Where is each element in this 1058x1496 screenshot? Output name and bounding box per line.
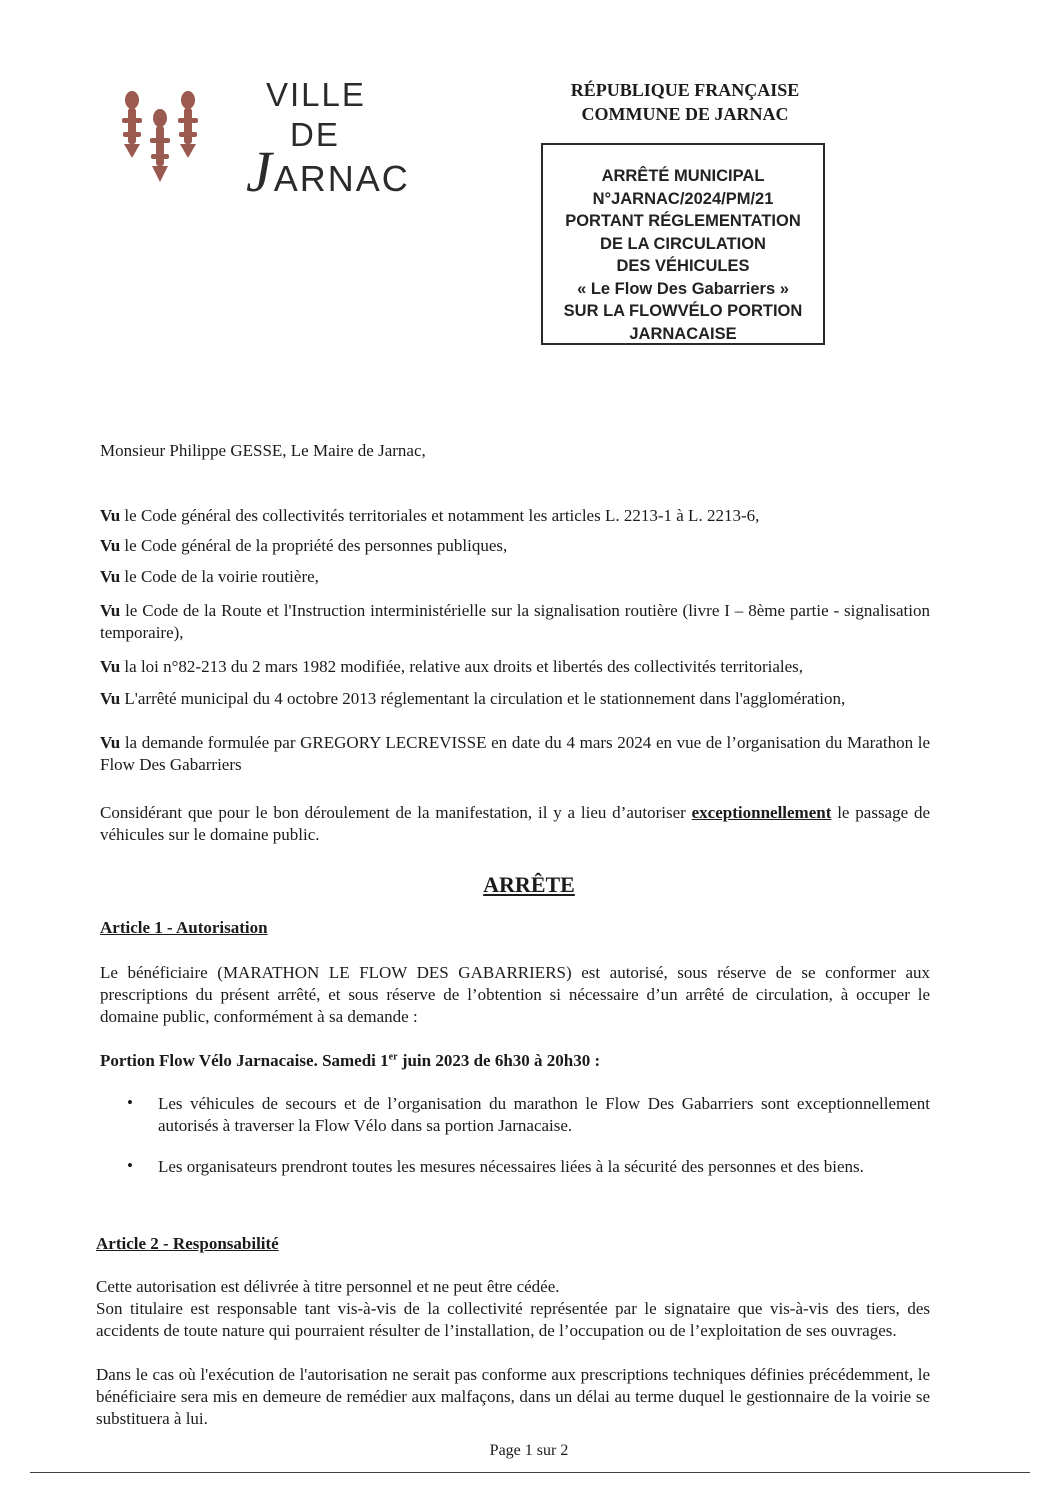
vu-item: Vu L'arrêté municipal du 4 octobre 2013 réglementant la circulation et le stationnement dans l'agglomération,: [100, 689, 846, 708]
logo-ville: VILLE: [266, 76, 366, 113]
logo-jarnac: JARNAC: [246, 139, 410, 204]
arrete-heading: ARRÊTE: [483, 872, 575, 897]
arrete-title-line: DE LA CIRCULATION: [600, 234, 766, 253]
article-2-title: Article 2 - Responsabilité: [96, 1234, 279, 1253]
arrete-title-line: SUR LA FLOWVÉLO PORTION: [563, 302, 803, 320]
considerant-paragraph: Considérant que pour le bon déroulement de la manifestation, il y a lieu d’autoriser exceptionnellement le passage de véhicules sur le domaine public.: [100, 803, 930, 844]
vu-item: Vu la loi n°82-213 du 2 mars 1982 modifiée, relative aux droits et libertés des collectivités territoriales,: [100, 657, 804, 676]
logo-de: DE: [290, 116, 340, 153]
arrete-title-line: « Le Flow Des Gabarriers »: [577, 279, 789, 298]
vu-item: Vu le Code de la voirie routière,: [100, 567, 319, 586]
arrete-title-line: DES VÉHICULES: [616, 257, 750, 275]
article-2-paragraph: Cette autorisation est délivrée à titre personnel et ne peut être cédée.: [96, 1277, 560, 1296]
republic-label: RÉPUBLIQUE FRANÇAISE: [570, 80, 800, 100]
article-1-title: Article 1 - Autorisation: [100, 918, 268, 937]
article-2-paragraph: Son titulaire est responsable tant vis-à-vis de la collectivité représentée par le signataire que vis-à-vis des tiers, des accidents de toute nature qui pourraient résulter de l’installation, de l’occupation ou de l’exploitation de ses ouvrages.: [96, 1299, 930, 1340]
article-2-paragraph: Dans le cas où l'exécution de l'autorisation ne serait pas conforme aux prescriptions techniques définies précédemment, le bénéficiaire sera mis en demeure de remédier aux malfaçons, dans un délai au terme duquel le gestionnaire de la voirie se substituera à lui.: [96, 1365, 930, 1428]
article-1-portion: Portion Flow Vélo Jarnacaise. Samedi 1er juin 2023 de 6h30 à 20h30 :: [100, 1051, 601, 1070]
vu-item: Vu le Code de la Route et l'Instruction interministérielle sur la signalisation routière (livre I – 8ème partie - signalisation temporaire),: [100, 601, 930, 642]
arrete-title-box: [541, 143, 825, 345]
article-1-bullet: Les véhicules de secours et de l’organisation du marathon le Flow Des Gabarriers sont exceptionnellement autorisés à traverser la Flow Vélo dans sa portion Jarnacaise.: [158, 1094, 930, 1135]
arrete-title-line: ARRÊTÉ MUNICIPAL: [601, 167, 765, 185]
issuer-header: [540, 78, 830, 126]
arrete-title-line: PORTANT RÉGLEMENTATION: [565, 212, 801, 230]
bullet-icon: •: [127, 1093, 133, 1112]
vu-item: Vu le Code général de la propriété des personnes publiques,: [100, 536, 508, 555]
footer-divider: [30, 1472, 1030, 1473]
arrete-title-line: JARNACAISE: [629, 324, 737, 343]
arrete-title-line: N°JARNAC/2024/PM/21: [592, 189, 774, 208]
article-1-body: Le bénéficiaire (MARATHON LE FLOW DES GABARRIERS) est autorisé, sous réserve de se conformer aux prescriptions du présent arrêté, et sous réserve de l’obtention si nécessaire d’un arrêté de circulation, à occuper le domaine public, conformément à sa demande :: [100, 963, 930, 1026]
article-1-bullet: Les organisateurs prendront toutes les mesures nécessaires liées à la sécurité des personnes et des biens.: [158, 1157, 864, 1176]
vu-item: Vu la demande formulée par GREGORY LECREVISSE en date du 4 mars 2024 en vue de l’organisation du Marathon le Flow Des Gabarriers: [100, 733, 930, 774]
commune-label: COMMUNE DE JARNAC: [581, 104, 789, 124]
vu-item: Vu le Code général des collectivités territoriales et notamment les articles L. 2213-1 à L. 2213-6,: [100, 506, 760, 525]
bullet-icon: •: [127, 1156, 133, 1175]
fish-emblem-icon: [112, 80, 212, 200]
ville-de-jarnac-logo: [112, 72, 410, 204]
page-number: Page 1 sur 2: [489, 1442, 569, 1459]
mayor-intro: Monsieur Philippe GESSE, Le Maire de Jarnac,: [100, 441, 426, 460]
